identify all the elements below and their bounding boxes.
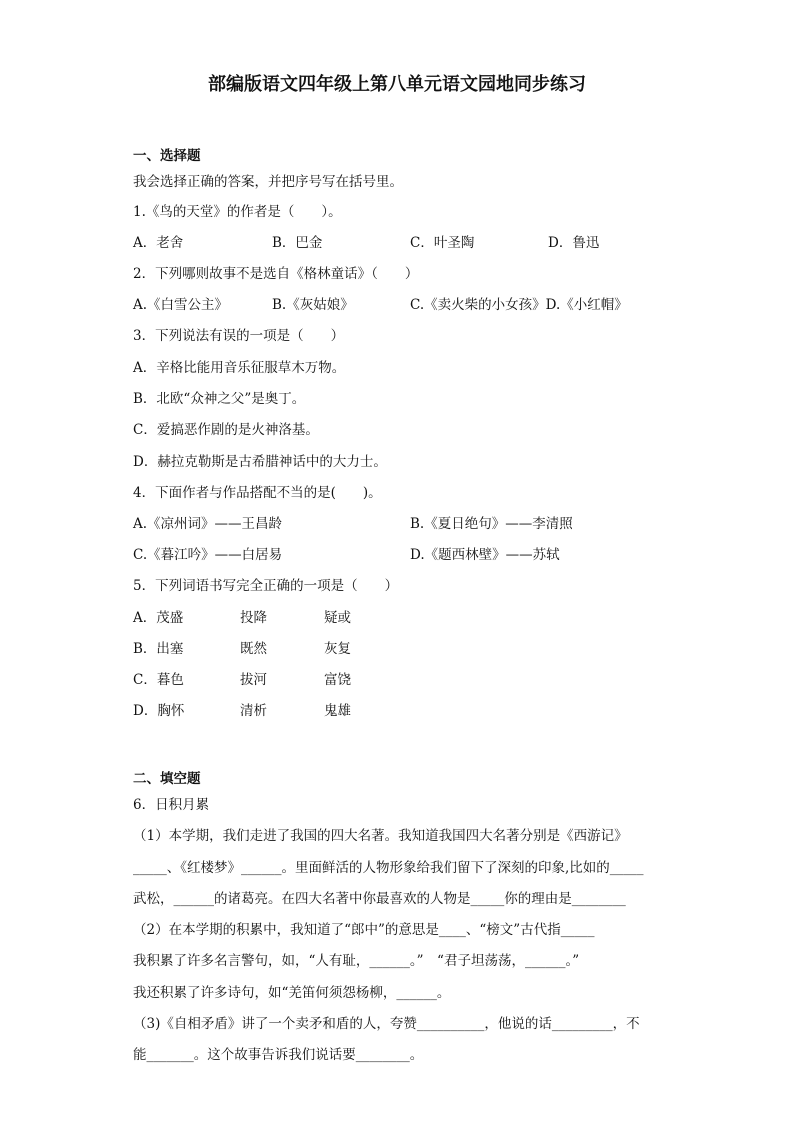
question-1-option-a: A．老舍: [133, 235, 184, 251]
question-5-stem: 5．下列词语书写完全正确的一项是（ ）: [133, 578, 399, 594]
question-3-option-b: B．北欧“众神之父”是奥丁。: [133, 391, 306, 407]
question-6-line-1: （1）本学期，我们走进了我国的四大名著。我知道我国四大名著分别是《西游记》: [133, 828, 628, 844]
question-2-option-cd: C.《卖火柴的小女孩》D.《小红帽》: [410, 297, 628, 313]
question-6-line-4: （2）在本学期的积累中，我知道了“郎中”的意思是____、“榜文”古代指_____: [133, 922, 595, 938]
question-5-option-d-word-3: 鬼雄: [324, 703, 351, 719]
question-5-option-d-word-1: D．胸怀: [133, 703, 185, 719]
question-5-option-b-word-2: 既然: [240, 641, 267, 657]
question-5-option-b-word-3: 灰复: [324, 641, 351, 657]
question-6-line-8: 能_______。这个故事告诉我们说话要________。: [133, 1047, 424, 1063]
question-4-option-c: C.《暮江吟》——白居易: [133, 547, 283, 563]
question-6-title: 6．日积月累: [133, 797, 210, 813]
question-5-option-a-word-2: 投降: [240, 610, 267, 626]
question-3-option-d: D．赫拉克勒斯是古希腊神话中的大力士。: [133, 454, 387, 470]
question-3-option-a: A．辛格比能用音乐征服草木万物。: [133, 360, 346, 376]
question-4-option-b: B.《夏日绝句》——李清照: [410, 516, 573, 532]
question-2-stem: 2．下列哪则故事不是选自《格林童话》（ ）: [133, 266, 419, 282]
question-1-option-d: D．鲁迅: [548, 235, 600, 251]
question-3-stem: 3．下列说法有误的一项是（ ）: [133, 328, 345, 344]
section-heading-fill: 二、填空题: [133, 771, 201, 787]
question-5-option-a-word-3: 疑或: [324, 610, 351, 626]
question-6-line-5: 我积累了许多名言警句，如，“人有耻，______。” “君子坦荡荡，______。”: [133, 953, 580, 969]
question-6-line-3: 武松，______的诸葛亮。在四大名著中你最喜欢的人物是_____你的理由是________: [133, 891, 626, 907]
section-instruction: 我会选择正确的答案，并把序号写在括号里。: [133, 174, 403, 190]
question-4-option-d: D.《题西林壁》——苏轼: [410, 547, 560, 563]
question-1-option-c: C．叶圣陶: [410, 235, 475, 251]
question-4-stem: 4．下面作者与作品搭配不当的是( )。: [133, 485, 382, 501]
page-title: 部编版语文四年级上第八单元语文园地同步练习: [208, 74, 586, 95]
question-6-line-6: 我还积累了许多诗句，如“羌笛何须怨杨柳，______。: [133, 985, 451, 1001]
question-6-line-7: （3)《自相矛盾》讲了一个卖矛和盾的人，夸赞__________，他说的话_________，不: [133, 1016, 640, 1032]
question-2-option-b: B.《灰姑娘》: [272, 297, 354, 313]
section-heading-choice: 一、选择题: [133, 148, 201, 164]
question-3-option-c: C．爱搞恶作剧的是火神洛基。: [133, 422, 319, 438]
question-5-option-d-word-2: 清析: [240, 703, 267, 719]
question-1-stem: 1.《鸟的天堂》的作者是（ ）。: [133, 204, 342, 220]
question-1-option-b: B．巴金: [272, 235, 323, 251]
question-5-option-c-word-2: 拔河: [240, 672, 267, 688]
question-5-option-c-word-1: C．暮色: [133, 672, 184, 688]
question-5-option-a-word-1: A．茂盛: [133, 610, 184, 626]
question-5-option-b-word-1: B．出塞: [133, 641, 184, 657]
question-5-option-c-word-3: 富饶: [324, 672, 351, 688]
question-4-option-a: A.《凉州词》——王昌龄: [133, 516, 283, 532]
question-6-line-2: _____、《红楼梦》______。里面鲜活的人物形象给我们留下了深刻的印象,比如的_____: [133, 860, 644, 876]
question-2-option-a: A.《白雪公主》: [133, 297, 229, 313]
